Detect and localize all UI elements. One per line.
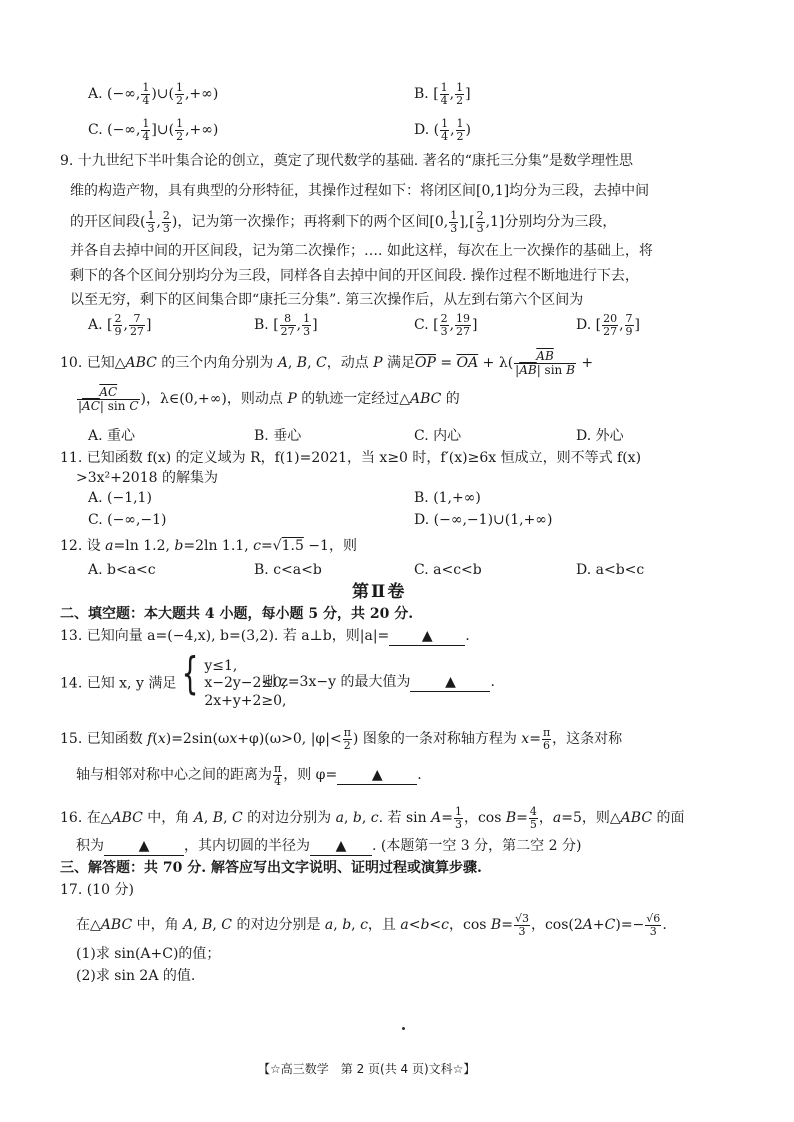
q9-line-6: 以至无穷，剩下的区间集合即“康托三分集”. 第三次操作后，从左到右第六个区间为 [70,292,584,308]
q10-option-b: B. 垂心 [254,428,302,444]
q12-line-1: 12. 设 a=ln 1.2, b=2ln 1.1, c=√1.5 −1，则 [60,538,357,554]
q14-question: 则 z=3x−y 的最大值为 ▲ . [262,674,495,690]
q12-option-a: A. b<a<c [88,562,156,578]
q11-option-d: D. (−∞,−1)∪(1,+∞) [414,512,553,528]
q9-line-1: 9. 十九世纪下半叶集合论的创立，奠定了现代数学的基础. 著名的“康托三分集”是数学理性思 [60,153,634,169]
q12-option-b: B. c<a<b [254,562,322,578]
q11-option-a: A. (−1,1) [88,490,152,506]
q17-sub-1: (1)求 sin(A+C)的值； [76,946,221,962]
q16-line-2: 积为 ▲ ，其内切圆的半径为 ▲ . (本题第一空 3 分，第二空 2 分) [76,838,582,854]
q14-answer-blank[interactable]: ▲ [410,674,490,692]
q9-line-4: 并各自去掉中间的开区间段，记为第二次操作；…. 如此这样，每次在上一次操作的基础上，将 [70,243,653,259]
q13-answer-blank[interactable]: ▲ [389,628,465,646]
q11-line-1: 11. 已知函数 f(x) 的定义域为 R，f(1)=2021，当 x≥0 时，f′(x)≥6x 恒成立，则不等式 f(x) [60,450,642,466]
section-3-heading: 三、解答题：共 70 分. 解答应写出文字说明、证明过程或演算步骤. [60,860,482,876]
q17-heading: 17. (10 分) [60,882,134,898]
q12-option-d: D. a<b<c [576,562,645,578]
section-2-heading: 二、填空题：本大题共 4 小题，每小题 5 分，共 20 分. [60,606,414,622]
q10-option-d: D. 外心 [576,428,624,444]
q15-line-1: 15. 已知函数 f(x)=2sin(ωx+φ)(ω>0, |φ|< $\frac{\pi}{2}$ ) 图象的一条对称轴方程为 x= $\frac{\pi}{6}$ ，这条对称 [60,726,623,752]
q16-answer-blank-2[interactable]: ▲ [310,838,372,856]
q17-sub-2: (2)求 sin 2A 的值. [76,968,196,984]
q16-answer-blank-1[interactable]: ▲ [104,838,184,856]
q13-text: 13. 已知向量 a=(−4,x), b=(3,2). 若 a⊥b，则|a|= ▲ . [60,628,470,644]
q10-option-a: A. 重心 [88,428,136,444]
q9-line-2: 维的构造产物，具有典型的分形特征，其操作过程如下：将闭区间[0,1]均分为三段，去掉中间 [70,183,650,199]
q10-line-2: $\frac{\overline{AC}}{|\overline{AC}| \sin C}$ )，λ∈(0,+∞)，则动点 P 的轨迹一定经过△ABC 的 [78,385,460,413]
q9-line-3: 的开区间段( $\frac{1}{3}$ , $\frac{2}{3}$ )，记为第一次操作；再将剩下的两个区间[0, $\frac{1}{3}$ ],[ $\frac{2}{3}$ ,1]分别均分为三段， [70,209,617,235]
q9-option-c: C. [ $\frac{2}{3}$ , $\frac{19}{27}$ ] [414,312,478,338]
q12-option-c: C. a<c<b [414,562,482,578]
q11-option-b: B. (1,+∞) [414,490,481,506]
q9-option-a: A. [ $\frac{2}{9}$ , $\frac{7}{27}$ ] [88,312,152,338]
q17-line-1: 在△ABC 中，角 A, B, C 的对边分别是 a, b, c，且 a<b<c，cos B= $\frac{√3}{3}$ ，cos(2A+C)=− $\frac{√6}{3}$ . [76,912,667,938]
page-dot [402,1027,405,1030]
q8-option-d: D. ( $\frac{1}{4}$ , $\frac{1}{2}$ ) [414,117,472,143]
q15-line-2: 轴与相邻对称中心之间的距离为 $\frac{\pi}{4}$ ，则 φ= ▲ . [76,762,422,788]
q11-line-2: >3x²+2018 的解集为 [76,470,218,486]
q10-line-1: 10. 已知△ABC 的三个内角分别为 A, B, C，动点 P 满足$\overline{OP} = \overline{OA} + \lambda$( $\frac{\overline{AB}}{|\overline{AB}| \sin B}$ + [60,349,594,377]
q8-option-c: C. (−∞, $\frac{1}{4}$ ]∪( $\frac{1}{2}$ ,+∞) [88,117,219,143]
q11-option-c: C. (−∞,−1) [88,512,167,528]
q16-line-1: 16. 在△ABC 中，角 A, B, C 的对边分别为 a, b, c. 若 sin A= $\frac{1}{3}$ ，cos B= $\frac{4}{5}$ ，a=5，则△ABC 的面 [60,805,685,831]
q9-line-5: 剩下的各个区间分别均分为三段，同样各自去掉中间的开区间段. 操作过程不断地进行下去， [70,268,639,284]
q15-answer-blank[interactable]: ▲ [337,767,417,785]
q9-option-d: D. [ $\frac{20}{27}$ , $\frac{7}{9}$ ] [576,312,641,338]
q14-text: 14. 已知 x, y 满足 { y≤1, x−2y−2≤0, 2x+y+2≥0, [60,648,287,709]
q10-option-c: C. 内心 [414,428,462,444]
page-footer: 【☆高三数学 第 2 页(共 4 页)文科☆】 [258,1062,476,1076]
q8-option-a: A. (−∞, $\frac{1}{4}$ )∪( $\frac{1}{2}$ ,+∞) [88,81,219,107]
q8-option-b: B. [ $\frac{1}{4}$ , $\frac{1}{2}$ ] [414,81,471,107]
part-2-title: 第Ⅱ卷 [352,582,407,602]
q9-option-b: B. [ $\frac{8}{27}$ , $\frac{1}{3}$ ] [254,312,318,338]
